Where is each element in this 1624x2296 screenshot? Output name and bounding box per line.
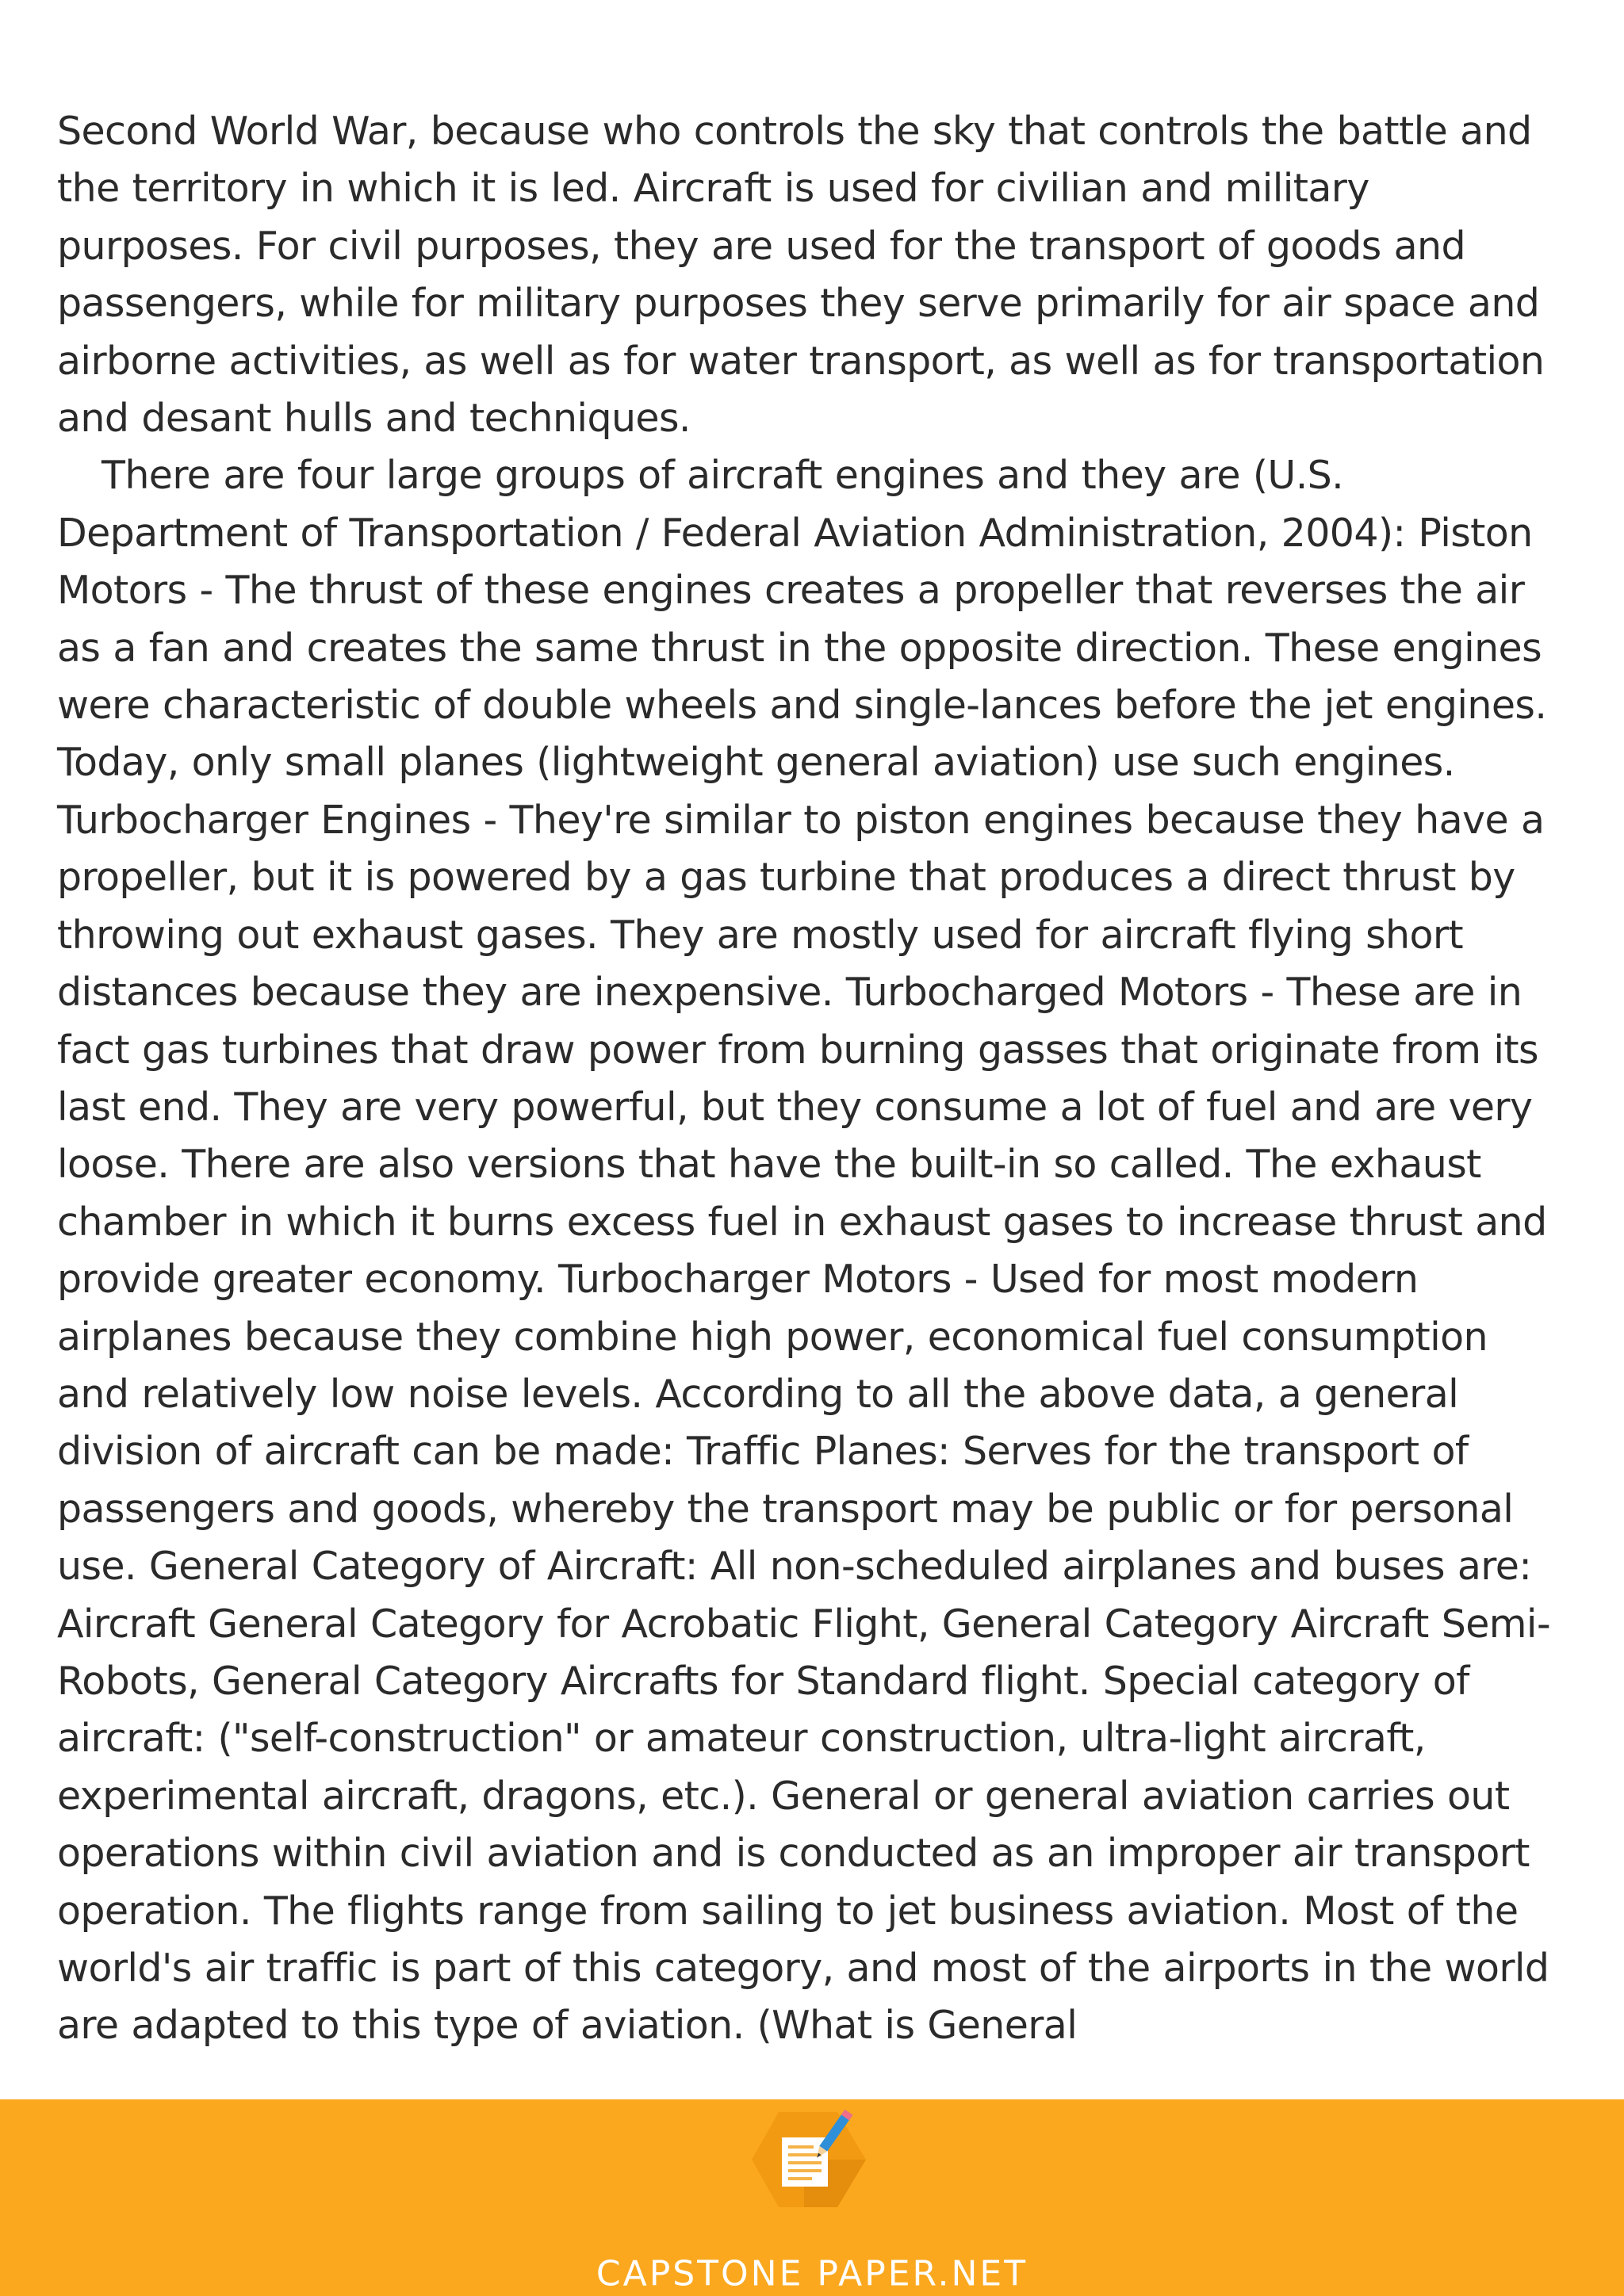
paragraph-1: Second World War, because who controls the sky that controls the battle and the territory in which it is led. Aircraft is used for civilian and military purposes. For civil purposes, they are used for the transport of goods and passengers, while for military purposes they serve primarily for air space and airborne activities, as well as for water transport, as well as for transportation and desant hulls and techniques. <box>57 109 1545 442</box>
document-body <box>57 103 1564 2055</box>
document-pencil-icon <box>749 2103 875 2214</box>
paragraph-2: There are four large groups of aircraft engines and they are (U.S. Department of Transportation / Federal Aviation Administration, 2004): Piston Motors - The thrust of these engines creates a propeller that reverses the air as a fan and creates the same thrust in the opposite direction. These engines were characteristic of double wheels and single-lances before the jet engines. Today, only small planes (lightweight general aviation) use such engines. Turbocharger Engines - They're similar to piston engines because they have a propeller, but it is powered by a gas turbine that produces a direct thrust by throwing out exhaust gases. They are mostly used for aircraft flying short distances because they are inexpensive. Turbocharged Motors - These are in fact gas turbines that draw power from burning gasses that originate from its last end. They are very powerful, but they consume a lot of fuel and are very loose. There are also versions that have the built-in so called. The exhaust chamber in which it burns excess fuel in exhaust gases to increase thrust and provide greater economy. Turbocharger Motors - Used for most modern airplanes because they combine high power, economical fuel consumption and relatively low noise levels. According to all the above data, a general division of aircraft can be made: Traffic Planes: Serves for the transport of passengers and goods, whereby the transport may be public or for personal use. General Category of Aircraft: All non-scheduled airplanes and buses are: Aircraft General Category for Acrobatic Flight, General Category Aircraft Semi-Robots, General Category Aircrafts for Standard flight. Special category of aircraft: ("self-construction" or amateur construction, ultra-light aircraft, experimental aircraft, dragons, etc.). General or general aviation carries out operations within civil aviation and is conducted as an improper air transport operation. The flights range from sailing to jet business aviation. Most of the world's air traffic is part of this category, and most of the airports in the world are adapted to this type of aviation. (What is General <box>57 453 1551 2049</box>
brand-name: CAPSTONE PAPER.NET <box>596 2253 1028 2294</box>
